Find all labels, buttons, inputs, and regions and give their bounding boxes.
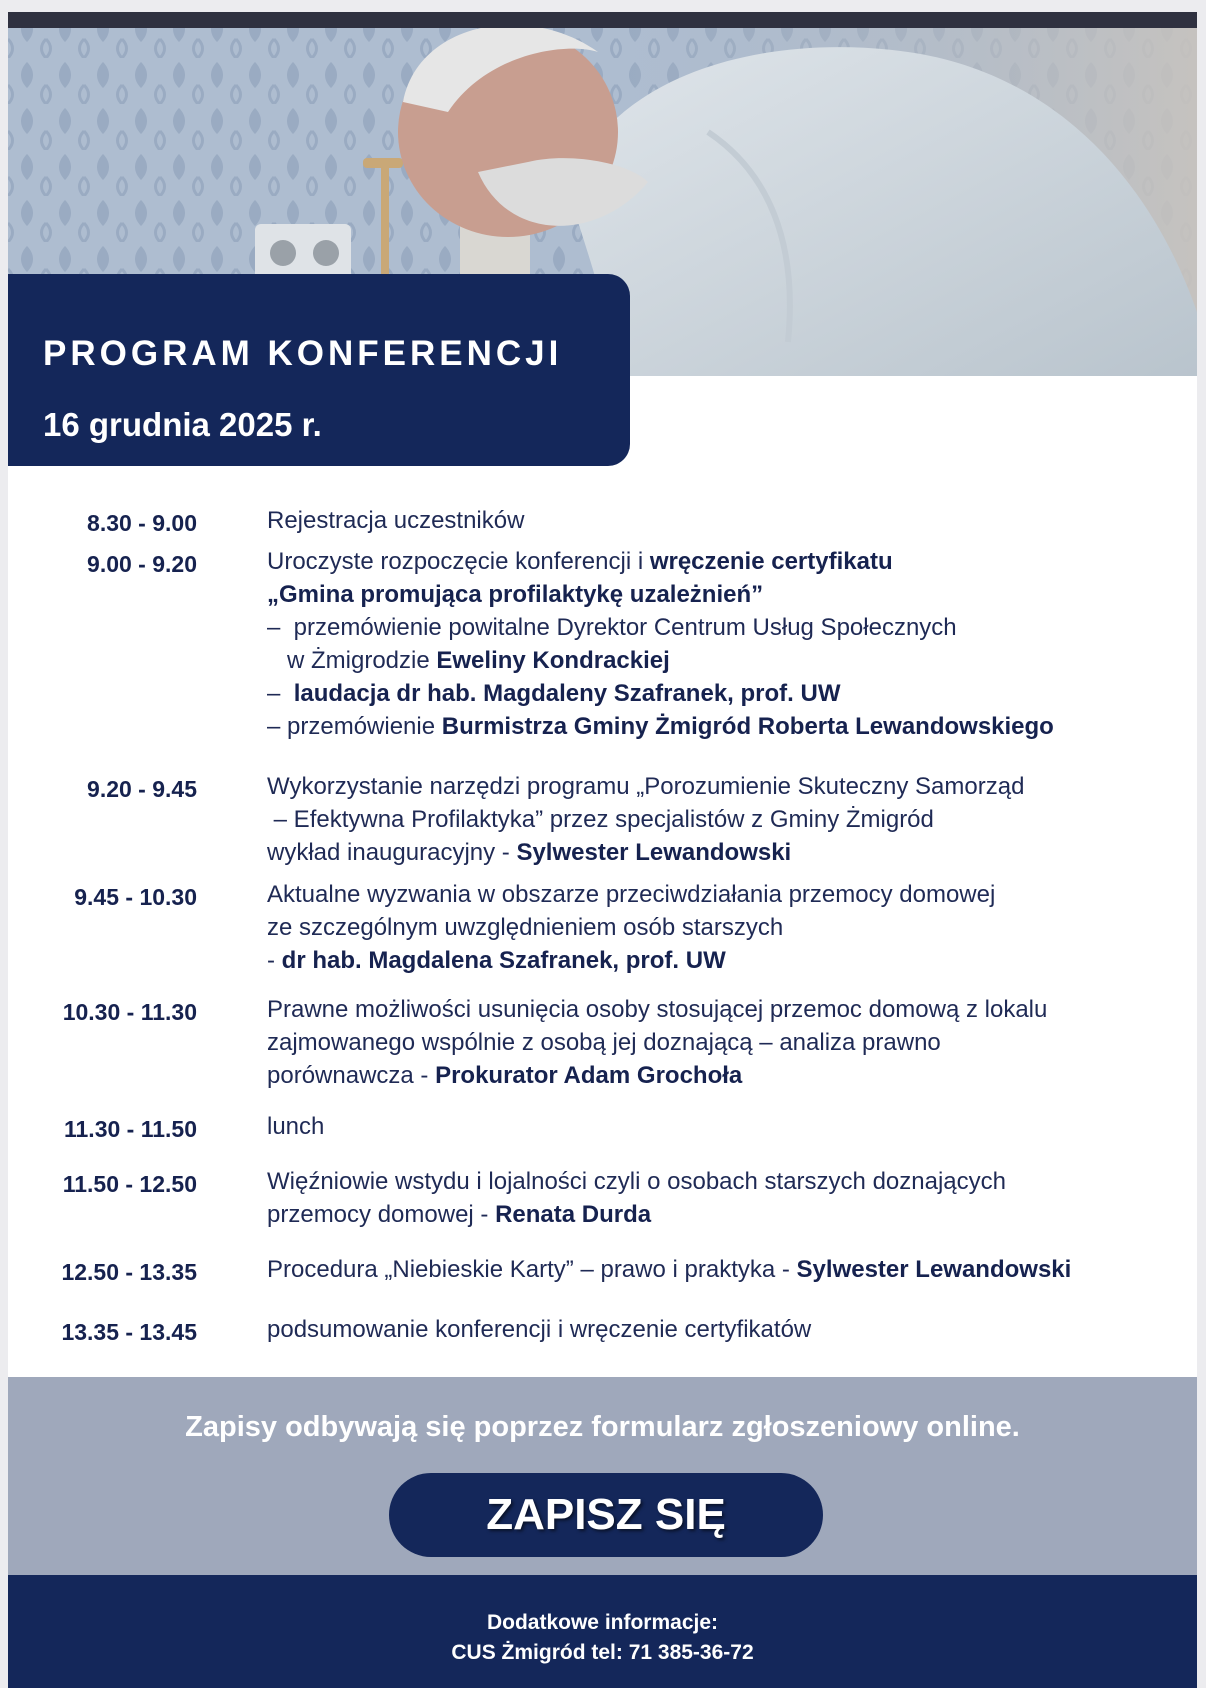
- schedule-description: [267, 504, 1167, 537]
- schedule-time: 12.50 - 13.35: [61, 1259, 197, 1285]
- description-line: [267, 1165, 1167, 1198]
- signup-band: [8, 1377, 1197, 1575]
- description-text: porównawcza -: [267, 1062, 436, 1089]
- description-text: ze szczególnym uwzględnieniem osób starszych: [267, 914, 784, 941]
- schedule-description: [267, 1313, 1167, 1346]
- highlight-text: Prokurator Adam Grochoła: [435, 1062, 743, 1089]
- page-title: PROGRAM KONFERENCJI: [43, 334, 563, 373]
- schedule-description: [267, 770, 1167, 869]
- footer: [8, 1575, 1197, 1688]
- schedule-time: 13.35 - 13.45: [61, 1319, 197, 1345]
- signup-button[interactable]: ZAPISZ SIĘ: [389, 1473, 823, 1557]
- description-text: w Żmigrodzie: [267, 647, 437, 674]
- highlight-text: Renata Durda: [495, 1201, 652, 1228]
- description-line: [267, 878, 1167, 911]
- description-line: [267, 1026, 1167, 1059]
- highlight-text: Sylwester Lewandowski: [516, 839, 792, 866]
- hero-top-bar: [8, 12, 1197, 28]
- description-line: [267, 836, 1167, 869]
- description-text: – przemówienie powitalne Dyrektor Centrum Usług Społecznych: [267, 614, 957, 641]
- highlight-text: Burmistrza Gminy Żmigród Roberta Lewandowskiego: [441, 713, 1054, 740]
- schedule-time: 10.30 - 11.30: [62, 999, 197, 1025]
- description-line: [267, 1313, 1167, 1346]
- highlight-text: dr hab. Magdalena Szafranek, prof. UW: [281, 947, 726, 974]
- description-line: [267, 578, 1167, 611]
- description-text: – Efektywna Profilaktyka” przez specjalistów z Gminy Żmigród: [267, 806, 934, 833]
- schedule-time: 11.30 - 11.50: [63, 1116, 197, 1142]
- schedule-description: [267, 545, 1167, 743]
- footer-label: Dodatkowe informacje:: [486, 1611, 719, 1634]
- footer-phone: CUS Żmigród tel: 71 385-36-72: [451, 1641, 754, 1664]
- signup-info: Zapisy odbywają się poprzez formularz zgłoszeniowy online.: [185, 1411, 1020, 1443]
- conference-date: 16 grudnia 2025 r.: [43, 406, 322, 443]
- schedule-time: 9.00 - 9.20: [87, 551, 197, 577]
- description-line: [267, 644, 1167, 677]
- description-text: Prawne możliwości usunięcia osoby stosującej przemoc domową z lokalu: [267, 996, 1048, 1023]
- description-line: [267, 710, 1167, 743]
- description-text: Rejestracja uczestników: [267, 507, 525, 534]
- schedule-description: [267, 1110, 1167, 1143]
- description-line: [267, 1059, 1167, 1092]
- description-text: Wykorzystanie narzędzi programu „Porozumienie Skuteczny Samorząd: [267, 773, 1025, 800]
- description-line: [267, 1198, 1167, 1231]
- schedule-description: [267, 993, 1167, 1092]
- description-line: [267, 1253, 1167, 1286]
- highlight-text: „Gmina promująca profilaktykę uzależnień”: [267, 581, 764, 608]
- description-text: Uroczyste rozpoczęcie konferencji i: [267, 548, 650, 575]
- description-text: wykład inauguracyjny -: [267, 839, 517, 866]
- highlight-text: wręczenie certyfikatu: [649, 548, 893, 575]
- schedule-time: 9.45 - 10.30: [74, 884, 197, 910]
- schedule-description: [267, 1253, 1167, 1286]
- description-line: [267, 944, 1167, 977]
- schedule-description: [267, 1165, 1167, 1231]
- description-line: [267, 545, 1167, 578]
- description-text: –: [267, 680, 294, 707]
- description-line: [267, 504, 1167, 537]
- description-text: Więźniowie wstydu i lojalności czyli o osobach starszych doznających: [267, 1168, 1006, 1195]
- description-text: przemocy domowej -: [267, 1201, 496, 1228]
- description-line: [267, 770, 1167, 803]
- description-text: zajmowanego wspólnie z osobą jej doznającą – analiza prawno: [267, 1029, 941, 1056]
- highlight-text: Sylwester Lewandowski: [796, 1256, 1072, 1283]
- description-line: [267, 611, 1167, 644]
- highlight-text: Eweliny Kondrackiej: [436, 647, 670, 674]
- description-text: Aktualne wyzwania w obszarze przeciwdziałania przemocy domowej: [267, 881, 996, 908]
- description-line: [267, 803, 1167, 836]
- highlight-text: laudacja dr hab. Magdaleny Szafranek, prof. UW: [293, 680, 841, 707]
- description-line: [267, 993, 1167, 1026]
- description-text: Procedura „Niebieskie Karty” – prawo i praktyka -: [267, 1256, 797, 1283]
- schedule-description: [267, 878, 1167, 977]
- description-text: -: [267, 947, 282, 974]
- description-line: [267, 911, 1167, 944]
- description-line: [267, 1110, 1167, 1143]
- description-line: [267, 677, 1167, 710]
- schedule-time: 11.50 - 12.50: [62, 1171, 197, 1197]
- description-text: podsumowanie konferencji i wręczenie certyfikatów: [267, 1316, 812, 1343]
- description-text: – przemówienie: [267, 713, 442, 740]
- schedule-time: 8.30 - 9.00: [87, 510, 197, 536]
- schedule-time: 9.20 - 9.45: [87, 776, 197, 802]
- description-text: lunch: [267, 1113, 325, 1140]
- poster: [8, 12, 1197, 1688]
- title-box: [8, 274, 630, 466]
